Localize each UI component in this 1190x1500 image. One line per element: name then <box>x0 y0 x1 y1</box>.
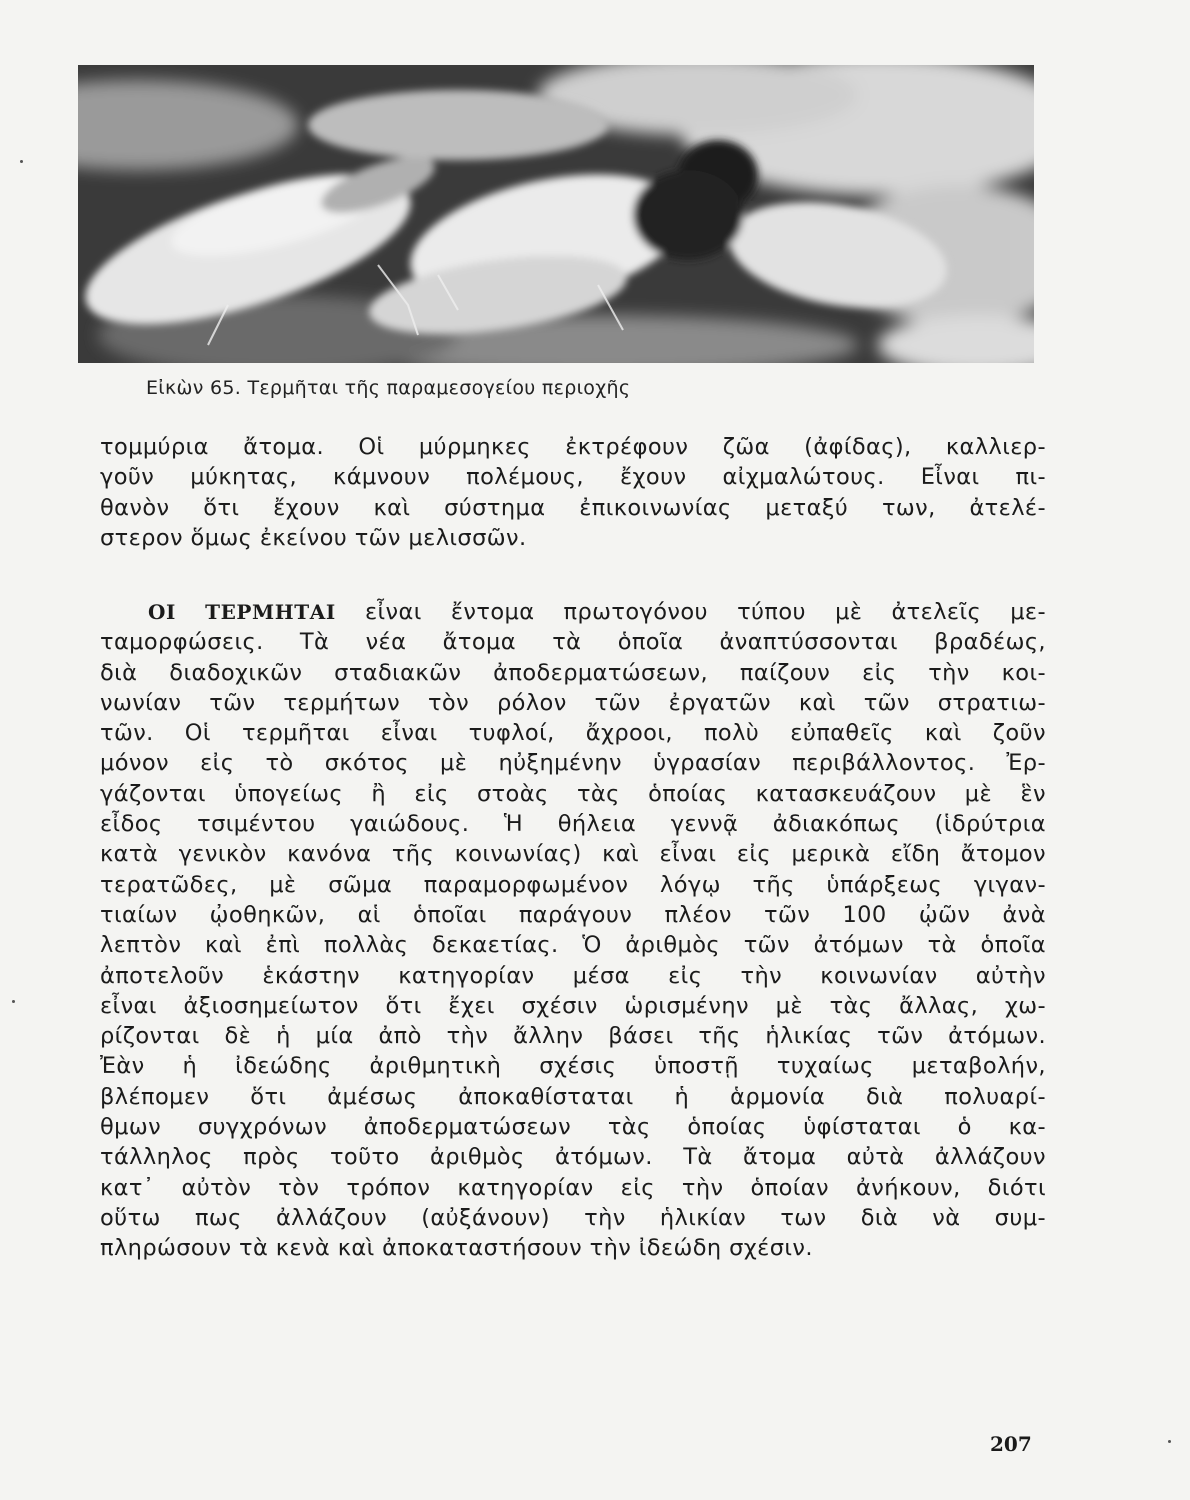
text-line: ταμορφώσεις. Τὰ νέα ἄτομα τὰ ὁποῖα ἀναπτύσσονται βραδέως, <box>100 629 1046 656</box>
text-line: πληρώσουν τὰ κενὰ καὶ ἀποκαταστήσουν τὴν ἰδεώδη σχέσιν. <box>100 1235 813 1262</box>
text-line: θανὸν ὅτι ἔχουν καὶ σύστημα ἐπικοινωνίας μεταξύ των, ἀτελέ- <box>100 494 1046 521</box>
text-line: θμων συγχρόνων ἀποδερματώσεων τὰς ὁποίας ὑφίσταται ὁ κα- <box>100 1114 1046 1141</box>
text-line: βλέπομεν ὅτι ἀμέσως ἀποκαθίσταται ἡ ἁρμονία διὰ πολυαρί- <box>100 1083 1046 1110</box>
text-line: τομμύρια ἄτομα. Οἱ μύρμηκες ἐκτρέφουν ζῶα (ἀφίδας), καλλιερ- <box>100 434 1046 460</box>
text-line: οὕτω πως ἀλλάζουν (αὐξάνουν) τὴν ἡλικίαν των διὰ νὰ συμ- <box>100 1204 1046 1231</box>
text-line: ρίζονται δὲ ἡ μία ἀπὸ τὴν ἄλλην βάσει τῆς ἡλικίας τῶν ἀτόμων. <box>100 1023 1046 1050</box>
first-line-text: εἶναι ἔντομα πρωτογόνου τύπου μὲ ἀτελεῖς με- <box>364 599 1046 625</box>
text-line: ἀποτελοῦν ἑκάστην κατηγορίαν μέσα εἰς τὴν κοινωνίαν αὐτὴν <box>100 962 1046 989</box>
text-line: λεπτὸν καὶ ἐπὶ πολλὰς δεκαετίας. Ὁ ἀριθμὸς τῶν ἀτόμων τὰ ὁποῖα <box>100 932 1046 959</box>
text-line: κατ᾿ αὐτὸν τὸν τρόπον κατηγορίαν εἰς τὴν ὁποίαν ἀνήκουν, διότι <box>100 1174 1046 1201</box>
text-line-first <box>100 597 1046 627</box>
text-line: τερατῶδες, μὲ σῶμα παραμορφωμένον λόγῳ τῆς ὑπάρξεως γιγαν- <box>100 871 1046 898</box>
paragraph-termites <box>100 597 1046 1264</box>
text-line: κατὰ γενικὸν κανόνα τῆς κοινωνίας) καὶ εἶναι εἰς μερικὰ εἴδη ἄτομον <box>100 841 1046 868</box>
text-line: στερον ὅμως ἐκείνου τῶν μελισσῶν. <box>100 524 527 551</box>
text-line: τιαίων ᾠοθηκῶν, αἱ ὁποῖαι παράγουν πλέον τῶν 100 ᾠῶν ἀνὰ <box>100 901 1046 928</box>
text-line: τάλληλος πρὸς τοῦτο ἀριθμὸς ἀτόμων. Τὰ ἄτομα αὐτὰ ἀλλάζουν <box>100 1144 1046 1171</box>
text-line: εἶδος τσιμέντου γαιώδους. Ἡ θήλεια γεννᾷ ἀδιακόπως (ἱδρύτρια <box>100 811 1046 838</box>
text-line: μόνον εἰς τὸ σκότος μὲ ηὐξημένην ὑγρασίαν περιβάλλοντος. Ἐρ- <box>100 750 1046 777</box>
figure-caption: Εἰκὼν 65. Τερμῆται τῆς παραμεσογείου περιοχῆς <box>146 377 631 399</box>
termites-photo <box>78 65 1034 363</box>
scan-speck <box>1168 1440 1171 1443</box>
scan-speck <box>12 1000 15 1003</box>
text-line: νωνίαν τῶν τερμήτων τὸν ρόλον τῶν ἐργατῶν καὶ τῶν στρατιω- <box>100 689 1046 716</box>
text-line: διὰ διαδοχικῶν σταδιακῶν ἀποδερματώσεων, παίζουν εἰς τὴν κοι- <box>100 659 1046 686</box>
paragraph-ants <box>100 432 1046 553</box>
text-line: γοῦν μύκητας, κάμνουν πολέμους, ἔχουν αἰχμαλώτους. Εἶναι πι- <box>100 464 1046 491</box>
section-heading: ΟΙ ΤΕΡΜΗΤΑΙ <box>148 600 336 624</box>
text-line: γάζονται ὑπογείως ἢ εἰς στοὰς τὰς ὁποίας κατασκευάζουν μὲ ἓν <box>100 780 1046 807</box>
text-line: Ἐὰν ἡ ἰδεώδης ἀριθμητικὴ σχέσις ὑποστῇ τυχαίως μεταβολήν, <box>100 1053 1046 1080</box>
text-line: τῶν. Οἱ τερμῆται εἶναι τυφλοί, ἄχροοι, πολὺ εὐπαθεῖς καὶ ζοῦν <box>100 720 1046 747</box>
page-number: 207 <box>990 1432 1032 1456</box>
text-line: εἶναι ἀξιοσημείωτον ὅτι ἔχει σχέσιν ὡρισμένην μὲ τὰς ἄλλας, χω- <box>100 992 1046 1019</box>
scan-speck <box>20 160 23 163</box>
